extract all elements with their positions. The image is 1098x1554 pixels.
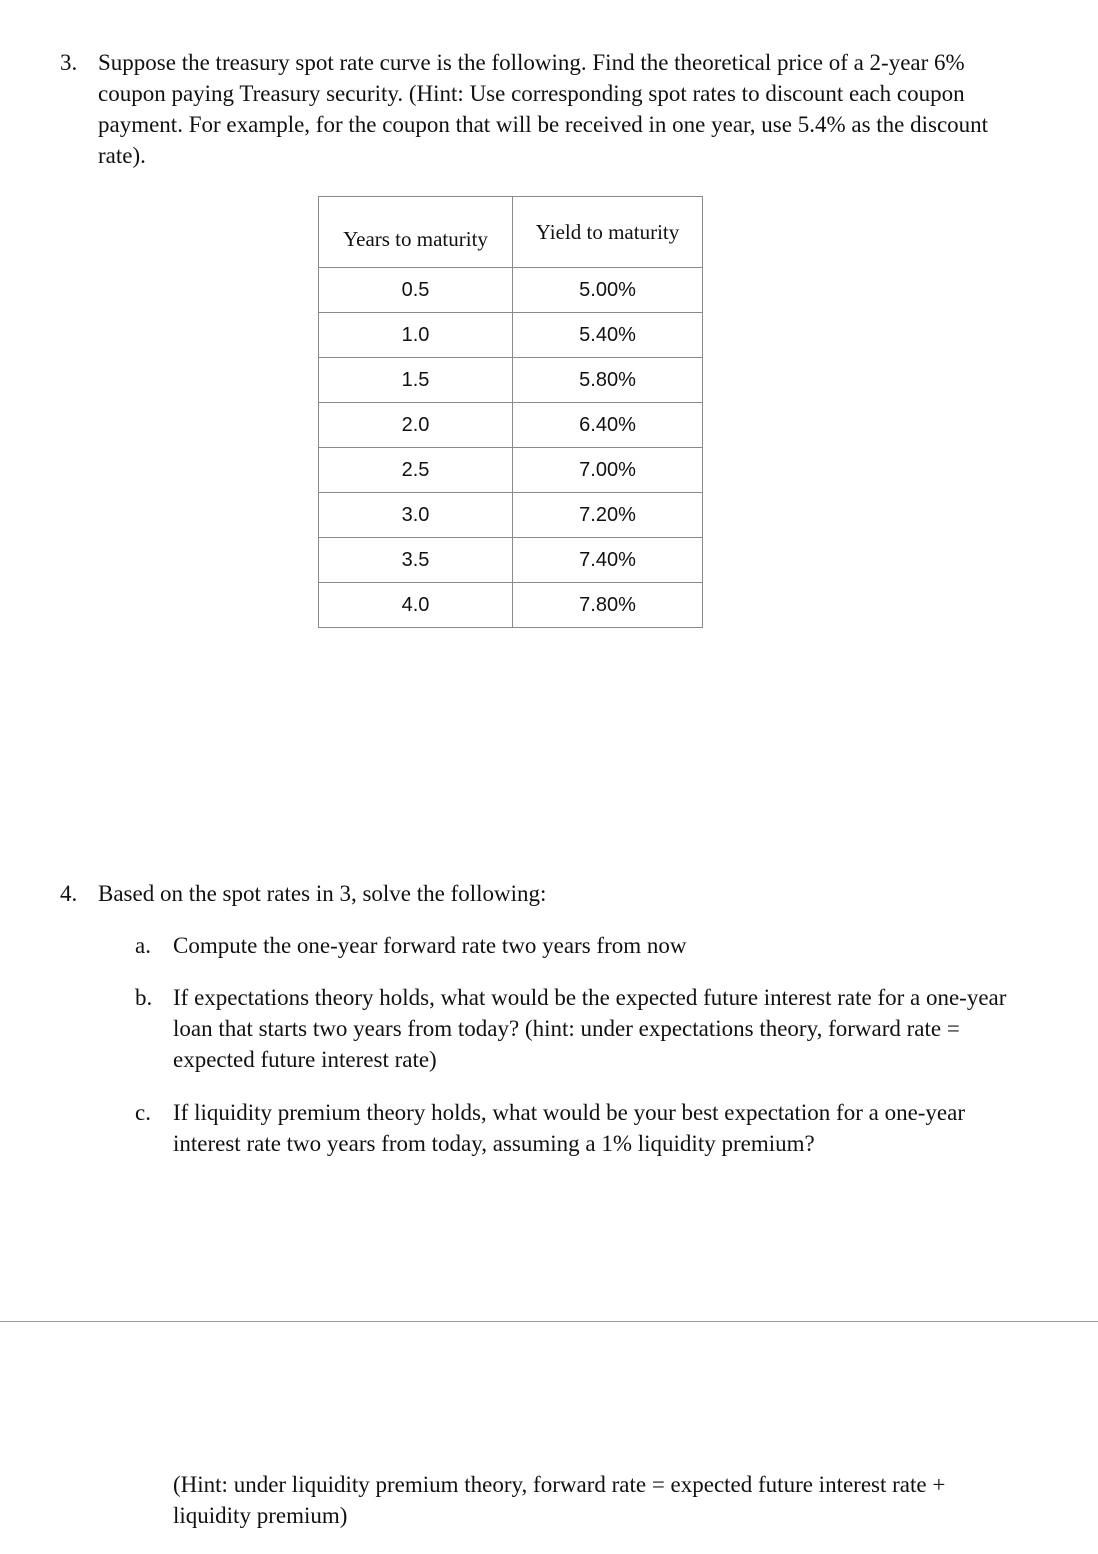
part-text: If expectations theory holds, what would be the expected future interest rate for a one-year loan that starts two years from today? (hint: under expectations theory, forward rate = expected future interest rate)	[173, 985, 1007, 1072]
part-letter: c.	[135, 1100, 151, 1125]
spot-rate-table	[318, 196, 703, 628]
header-yield-to-maturity: Yield to maturity	[513, 197, 703, 268]
part-text: Compute the one-year forward rate two years from now	[173, 933, 687, 958]
liquidity-premium-hint: (Hint: under liquidity premium theory, forward rate = expected future interest rate + liquidity premium)	[173, 1472, 946, 1528]
question-3-text: Suppose the treasury spot rate curve is the following. Find the theoretical price of a 2-year 6% coupon paying Treasury security. (Hint: Use corresponding spot rates to discount each coupon payment. For example, for the coupon that will be received in one year, use 5.4% as the discount rate).	[98, 50, 989, 168]
cell-yield: 7.00%	[513, 448, 703, 493]
cell-yield: 5.00%	[513, 268, 703, 313]
part-letter: b.	[135, 985, 153, 1010]
cell-yield: 5.40%	[513, 313, 703, 358]
table-row	[319, 538, 703, 583]
question-4-number: 4.	[60, 881, 78, 906]
table-row	[319, 313, 703, 358]
question-3-number: 3.	[60, 50, 78, 75]
cell-years: 2.0	[319, 403, 513, 448]
cell-years: 1.5	[319, 358, 513, 403]
table-row	[319, 358, 703, 403]
part-letter: a.	[135, 933, 151, 958]
page-divider	[0, 1321, 1098, 1322]
cell-years: 4.0	[319, 583, 513, 628]
table-row	[319, 448, 703, 493]
question-4-text: Based on the spot rates in 3, solve the following:	[98, 881, 547, 906]
table-row	[319, 583, 703, 628]
cell-years: 0.5	[319, 268, 513, 313]
table-row	[319, 493, 703, 538]
part-text: If liquidity premium theory holds, what would be your best expectation for a one-year interest rate two years from today, assuming a 1% liquidity premium?	[173, 1100, 966, 1156]
cell-yield: 7.80%	[513, 583, 703, 628]
table-header-row	[319, 197, 703, 268]
table-row	[319, 268, 703, 313]
header-years-to-maturity: Years to maturity	[319, 197, 513, 268]
cell-yield: 5.80%	[513, 358, 703, 403]
cell-yield: 6.40%	[513, 403, 703, 448]
cell-years: 3.0	[319, 493, 513, 538]
cell-yield: 7.20%	[513, 493, 703, 538]
cell-yield: 7.40%	[513, 538, 703, 583]
cell-years: 2.5	[319, 448, 513, 493]
table-row	[319, 403, 703, 448]
cell-years: 1.0	[319, 313, 513, 358]
cell-years: 3.5	[319, 538, 513, 583]
